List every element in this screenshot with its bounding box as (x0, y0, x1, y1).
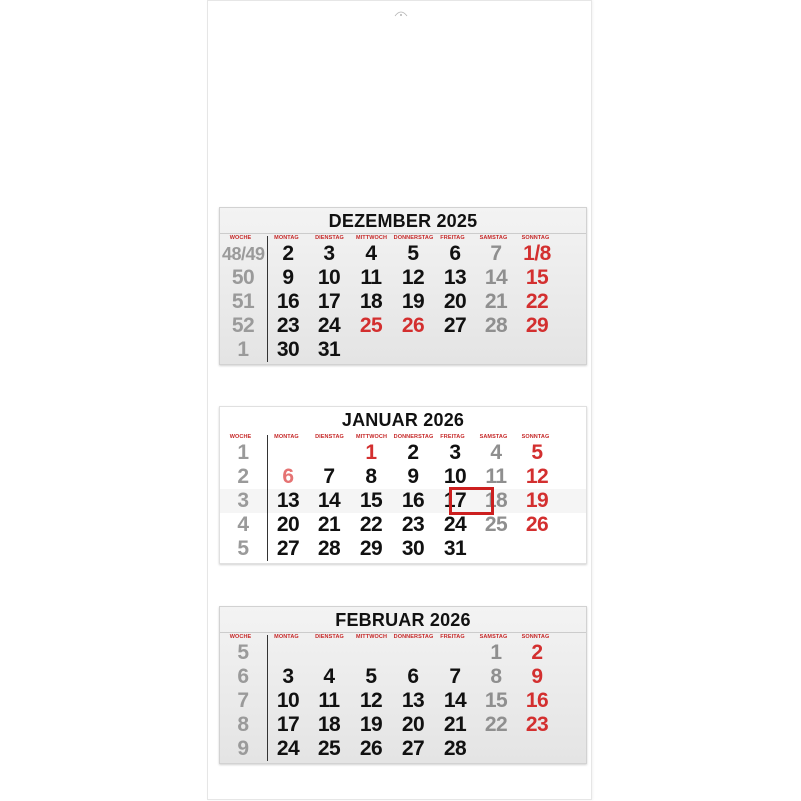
hanger-hole-icon (394, 9, 408, 19)
day-cell: 31 (443, 537, 467, 560)
week-number: 7 (237, 689, 249, 712)
day-cell: 20 (401, 713, 425, 736)
day-cell-sunday: 2 (531, 641, 543, 664)
day-cell: 23 (276, 314, 300, 337)
week-number: 8 (237, 713, 249, 736)
day-cell: 23 (401, 513, 425, 536)
day-cell: 18 (317, 713, 341, 736)
day-cell: 28 (443, 737, 467, 760)
header-wednesday: MITTWOCH (355, 235, 388, 241)
day-cell-sunday: 26 (525, 513, 549, 536)
week-number: 6 (237, 665, 249, 688)
header-sunday: SONNTAG (521, 434, 550, 440)
day-cell: 8 (365, 465, 377, 488)
day-cell: 12 (401, 266, 425, 289)
day-cell: 4 (323, 665, 335, 688)
week-number: 48/49 (222, 244, 265, 264)
week-number: 1 (237, 441, 249, 464)
day-cell: 19 (401, 290, 425, 313)
day-cell-saturday: 4 (490, 441, 502, 464)
week-number: 5 (237, 537, 249, 560)
week-row (220, 266, 586, 290)
week-row (220, 665, 586, 689)
day-cell: 30 (401, 537, 425, 560)
day-cell: 9 (407, 465, 419, 488)
header-wednesday: MITTWOCH (355, 634, 388, 640)
header-thursday: DONNERSTAG (393, 235, 434, 241)
header-saturday: SAMSTAG (479, 634, 508, 640)
day-cell-saturday: 22 (484, 713, 508, 736)
header-week: WOCHE (229, 434, 252, 440)
week-row (220, 641, 586, 665)
day-cell: 11 (318, 689, 340, 712)
day-cell-saturday: 18 (484, 489, 508, 512)
week-row (220, 242, 586, 266)
week-number: 4 (237, 513, 249, 536)
date-marker-frame[interactable] (449, 487, 494, 515)
day-cell: 10 (276, 689, 300, 712)
day-cell-sunday: 19 (525, 489, 549, 512)
month-title: JANUAR 2026 (341, 410, 465, 430)
day-cell: 13 (401, 689, 425, 712)
week-row (220, 689, 586, 713)
day-cell-saturday: 14 (484, 266, 508, 289)
day-cell: 3 (449, 441, 461, 464)
day-cell-today: 17 (443, 489, 467, 512)
week-number: 1 (237, 338, 249, 361)
header-sunday: SONNTAG (521, 235, 550, 241)
day-cell: 21 (317, 513, 341, 536)
day-cell-regional-holiday: 6 (282, 465, 294, 488)
week-row (220, 537, 586, 561)
day-cell: 16 (401, 489, 425, 512)
day-cell-saturday: 25 (484, 513, 508, 536)
header-thursday: DONNERSTAG (393, 634, 434, 640)
week-number: 2 (237, 465, 249, 488)
day-cell-saturday: 15 (484, 689, 508, 712)
week-number: 9 (237, 737, 249, 760)
header-wednesday: MITTWOCH (355, 434, 388, 440)
month-title: FEBRUAR 2026 (335, 610, 471, 630)
day-cell: 10 (317, 266, 341, 289)
day-cell: 5 (365, 665, 377, 688)
day-cell: 2 (282, 242, 294, 265)
day-cell-holiday: 25 (359, 314, 383, 337)
day-cell: 27 (401, 737, 425, 760)
day-cell: 14 (443, 689, 467, 712)
header-monday: MONTAG (274, 235, 299, 241)
day-cell: 20 (276, 513, 300, 536)
day-cell-saturday: 28 (484, 314, 508, 337)
day-cell: 15 (359, 489, 383, 512)
day-cell-sunday: 1/8 (523, 242, 551, 265)
day-cell: 6 (407, 665, 419, 688)
week-row (220, 290, 586, 314)
day-cell-saturday: 8 (490, 665, 502, 688)
day-cell-saturday: 7 (490, 242, 502, 265)
day-cell: 31 (317, 338, 341, 361)
week-row (220, 713, 586, 737)
day-cell-saturday: 11 (485, 465, 507, 488)
week-row (220, 737, 586, 761)
day-cell-sunday: 5 (531, 441, 543, 464)
day-cell: 6 (449, 242, 461, 265)
day-cell: 24 (276, 737, 300, 760)
day-cell: 7 (449, 665, 461, 688)
day-cell: 13 (276, 489, 300, 512)
day-cell: 19 (359, 713, 383, 736)
day-cell-saturday: 21 (484, 290, 508, 313)
day-cell: 10 (443, 465, 467, 488)
header-monday: MONTAG (274, 434, 299, 440)
day-cell: 29 (359, 537, 383, 560)
day-cell: 11 (360, 266, 382, 289)
day-cell: 22 (359, 513, 383, 536)
day-cell: 26 (359, 737, 383, 760)
week-number: 3 (237, 489, 249, 512)
week-row (220, 489, 586, 513)
week-number: 51 (231, 290, 255, 313)
day-cell: 30 (276, 338, 300, 361)
month-panel-january (219, 406, 587, 564)
week-row (220, 314, 586, 338)
day-cell: 21 (443, 713, 467, 736)
day-cell: 7 (323, 465, 335, 488)
day-cell: 18 (359, 290, 383, 313)
header-saturday: SAMSTAG (479, 235, 508, 241)
day-cell: 9 (282, 266, 294, 289)
week-row (220, 441, 586, 465)
day-cell: 25 (317, 737, 341, 760)
day-cell: 13 (443, 266, 467, 289)
header-week: WOCHE (229, 634, 252, 640)
day-cell: 5 (407, 242, 419, 265)
day-cell-sunday: 22 (525, 290, 549, 313)
day-cell: 27 (443, 314, 467, 337)
week-number: 50 (231, 266, 255, 289)
week-row (220, 338, 586, 362)
day-cell-sunday: 12 (525, 465, 549, 488)
day-cell: 2 (407, 441, 419, 464)
week-row (220, 465, 586, 489)
day-cell: 3 (323, 242, 335, 265)
day-cell: 4 (365, 242, 377, 265)
day-cell-sunday: 16 (525, 689, 549, 712)
divider (220, 632, 586, 633)
day-cell-holiday: 26 (401, 314, 425, 337)
day-cell-saturday: 1 (490, 641, 502, 664)
header-saturday: SAMSTAG (479, 434, 508, 440)
day-cell-sunday: 23 (525, 713, 549, 736)
header-friday: FREITAG (440, 434, 465, 440)
day-cell-sunday: 9 (531, 665, 543, 688)
week-number: 52 (231, 314, 255, 337)
day-cell: 14 (317, 489, 341, 512)
day-cell-sunday: 29 (525, 314, 549, 337)
day-cell-sunday: 15 (525, 266, 549, 289)
month-title: DEZEMBER 2025 (328, 211, 478, 231)
header-sunday: SONNTAG (521, 634, 550, 640)
day-cell: 12 (359, 689, 383, 712)
day-cell: 17 (317, 290, 341, 313)
month-panel-december (219, 207, 587, 365)
day-cell: 27 (276, 537, 300, 560)
day-cell: 24 (317, 314, 341, 337)
day-cell: 28 (317, 537, 341, 560)
day-cell-holiday: 1 (365, 441, 377, 464)
divider (220, 233, 586, 234)
day-cell: 20 (443, 290, 467, 313)
day-cell: 16 (276, 290, 300, 313)
header-tuesday: DIENSTAG (315, 634, 344, 640)
header-monday: MONTAG (274, 634, 299, 640)
month-panel-february (219, 606, 587, 764)
day-cell: 24 (443, 513, 467, 536)
header-friday: FREITAG (440, 634, 465, 640)
week-row (220, 513, 586, 537)
header-tuesday: DIENSTAG (315, 235, 344, 241)
header-week: WOCHE (229, 235, 252, 241)
header-thursday: DONNERSTAG (393, 434, 434, 440)
week-number: 5 (237, 641, 249, 664)
header-friday: FREITAG (440, 235, 465, 241)
day-cell: 17 (276, 713, 300, 736)
header-tuesday: DIENSTAG (315, 434, 344, 440)
day-cell: 3 (282, 665, 294, 688)
